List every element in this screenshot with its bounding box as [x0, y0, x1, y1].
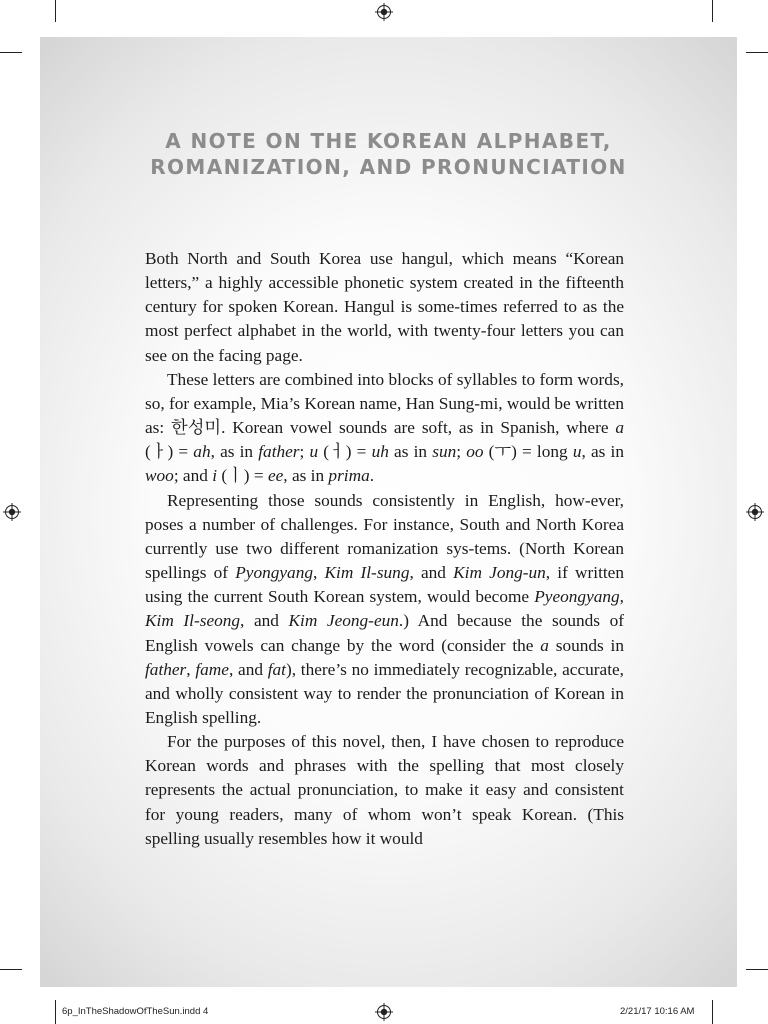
text-run: These letters are combined into blocks of syllables to form words, so, for example, Mia’s Korean name, Han Sung-mi, would be written as: 한성미. Korean vowel sounds are soft, as in Spanish, where: [145, 369, 624, 438]
crop-mark: [712, 0, 713, 22]
registration-mark-icon: [375, 1003, 393, 1021]
crop-mark: [0, 969, 22, 970]
slug-filename: 6p_InTheShadowOfTheSun.indd 4: [62, 1006, 209, 1017]
italic-term: woo: [145, 466, 174, 486]
paragraph: [145, 247, 624, 368]
italic-term: father: [258, 442, 300, 462]
text-run: ;: [299, 442, 310, 462]
italic-term: fame: [195, 659, 229, 679]
italic-term: i: [212, 466, 218, 486]
italic-term: u: [309, 442, 319, 462]
italic-term: father: [145, 659, 187, 679]
text-run: ; and: [173, 466, 213, 486]
slug-timestamp: 2/21/17 10:16 AM: [620, 1006, 695, 1017]
paragraph: [145, 368, 624, 489]
text-run: ,: [619, 587, 624, 607]
italic-term: Kim Il-seong: [145, 611, 241, 631]
italic-term: Kim Jeong-eun: [288, 611, 399, 631]
text-run: .: [369, 466, 375, 486]
text-run: , as in: [283, 466, 329, 486]
text-run: , and: [240, 611, 289, 631]
text-run: (ㅣ) =: [217, 466, 268, 486]
registration-mark-icon: [3, 503, 21, 521]
registration-mark-icon: [746, 503, 764, 521]
crop-mark: [55, 0, 56, 22]
text-run: , if written using the current South Korean system, would become: [145, 563, 624, 607]
text-run: (ㅏ) =: [145, 442, 194, 462]
italic-term: prima: [328, 466, 370, 486]
text-run: .) And because the sounds of English vowels can change by the word (consider the: [145, 611, 624, 655]
text-run: sounds in: [548, 635, 624, 655]
italic-term: fat: [267, 659, 286, 679]
italic-term: Kim Il-sung: [324, 563, 410, 583]
text-run: (ㅜ) = long: [483, 442, 573, 462]
crop-mark: [746, 969, 768, 970]
italic-term: uh: [371, 442, 389, 462]
text-run: (ㅓ) =: [318, 442, 372, 462]
crop-mark: [746, 52, 768, 53]
italic-term: u: [572, 442, 582, 462]
italic-term: a: [615, 418, 624, 438]
text-run: For the purposes of this novel, then, I have chosen to reproduce Korean words and phrases with the spelling that most closely represents the actual pronunciation, to make it easy and consistent for young readers, many of whom won’t speak Korean. (This spelling usually resembles how it would: [145, 732, 624, 848]
text-run: Representing those sounds consistently in English, how-ever, poses a number of challenges. For instance, South and North Korea currently use two different romanization sys-tems. (North Korean spellings of: [145, 490, 624, 583]
italic-term: Kim Jong-un: [453, 563, 546, 583]
italic-term: sun: [432, 442, 457, 462]
paragraph: [145, 489, 624, 731]
italic-term: Pyeongyang: [534, 587, 620, 607]
italic-term: oo: [466, 442, 484, 462]
chapter-heading: [40, 128, 737, 180]
heading-line-1: A NOTE ON THE KOREAN ALPHABET,: [165, 129, 612, 153]
text-run: ), there’s no immediately recognizable, accurate, and wholly consistent way to render the pronunciation of Korean in English spelling.: [145, 659, 624, 727]
crop-mark: [712, 1000, 713, 1024]
body-text: [145, 247, 624, 851]
crop-mark: [55, 1000, 56, 1024]
paragraph: [145, 730, 624, 851]
italic-term: ah: [193, 442, 211, 462]
italic-term: a: [540, 635, 549, 655]
text-run: ,: [312, 563, 325, 583]
text-run: ,: [186, 659, 196, 679]
crop-mark: [0, 52, 22, 53]
text-run: as in: [388, 442, 433, 462]
text-run: , as in: [581, 442, 624, 462]
text-run: Both North and South Korea use hangul, which means “Korean letters,” a highly accessible phonetic system created in the fifteenth century for spoken Korean. Hangul is some-times referred to as the most perfect alphabet in the world, with twenty-four letters you can see on the facing page.: [145, 249, 624, 365]
text-run: , and: [228, 659, 268, 679]
registration-mark-icon: [375, 3, 393, 21]
heading-line-2: ROMANIZATION, AND PRONUNCIATION: [150, 155, 627, 179]
italic-term: Pyongyang: [235, 563, 313, 583]
text-run: ;: [456, 442, 467, 462]
text-run: , and: [409, 563, 454, 583]
text-run: , as in: [210, 442, 259, 462]
italic-term: ee: [267, 466, 284, 486]
